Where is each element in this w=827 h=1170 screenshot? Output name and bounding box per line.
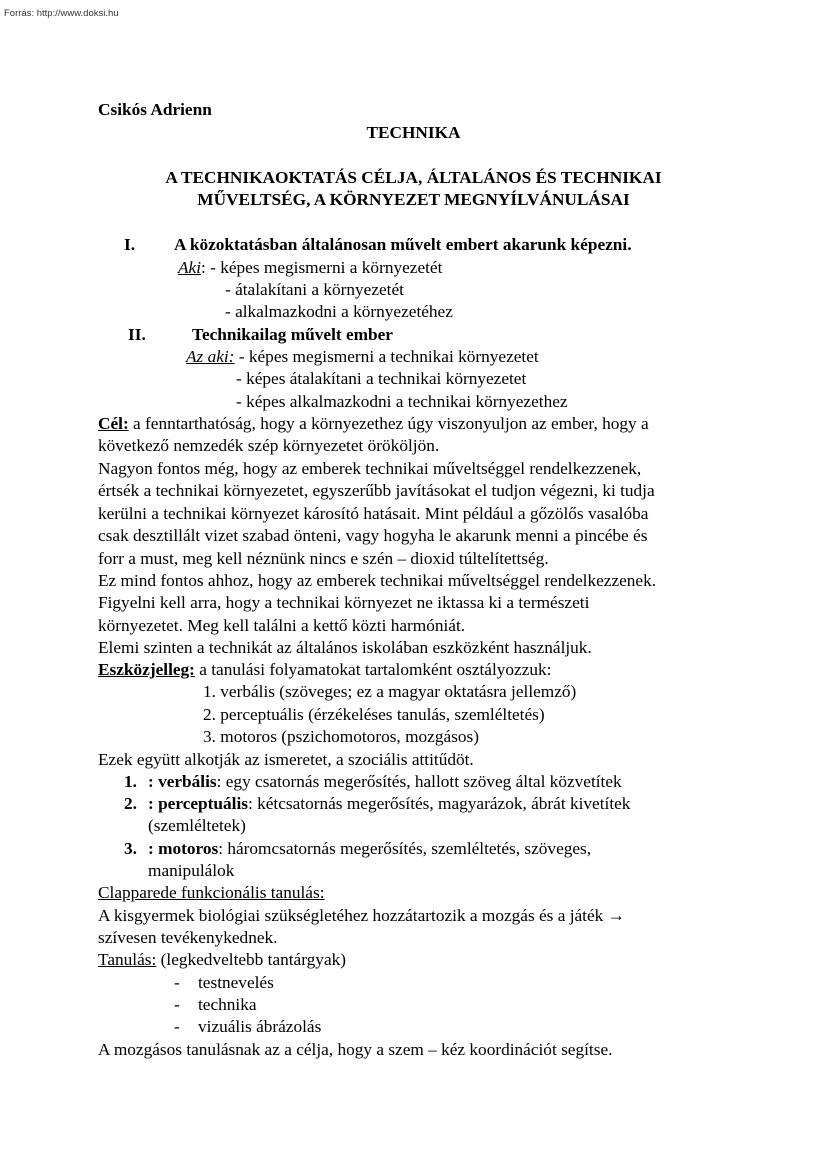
tanulas-label: Tanulás: [98,950,157,969]
cel-text: a fenntarthatóság, hogy a környezethez úgy viszonyuljon az ember, hogy a [128,414,649,433]
paragraph-line: csak desztillált vizet szabad önteni, vagy hogyha le akarunk menni a pincébe és [98,526,648,545]
tanulas-bullet: - [174,995,180,1014]
section2-lead [186,346,539,368]
numbered-item-term: : verbális [148,772,217,791]
tanulas-item: technika [198,995,257,1014]
clapparede-line: A kisgyermek biológiai szükségletéhez hozzátartozik a mozgás és a játék → [98,906,625,925]
cel-line-1 [98,413,649,435]
paragraph-line: kerülni a technikai környezet károsító hatásait. Mint például a gőzölős vasalóba [98,504,649,523]
numbered-item-term: : perceptuális [148,794,248,813]
paragraph-line: forr a must, meg kell néznünk nincs e szén – dioxid túltelítettség. [98,549,549,568]
numbered-item-text: : háromcsatornás megerősítés, szemléltetés, szöveges, [218,839,592,858]
clapparede-heading: Clapparede funkcionális tanulás: [98,883,325,902]
paragraph-line: Figyelni kell arra, hogy a technikai környezet ne iktassa ki a természeti [98,593,590,612]
numbered-item-continuation: manipulálok [148,861,235,880]
subject-heading: TECHNIKA [366,123,461,142]
ezek-line: Ezek együtt alkotják az ismeretet, a szociális attitűdöt. [98,750,474,769]
tanulas-line [98,949,346,971]
eszkoz-label: Eszközjelleg: [98,660,195,679]
section2-lead-text: - képes megismerni a technikai környezetet [234,347,539,366]
eszkoz-text: a tanulási folyamatokat tartalomként osztályozzuk: [194,660,552,679]
section2-heading: Technikailag művelt ember [192,325,393,344]
section1-lead-text: : - képes megismerni a környezetét [201,258,443,277]
numbered-item-term: : motoros [148,839,219,858]
numbered-item-number: 1. [124,772,137,791]
section2-lead-label: Az aki: [186,347,235,366]
eszkoz-line [98,659,551,681]
source-note: Forrás: http://www.doksi.hu [4,8,119,19]
section2-item: - képes alkalmazkodni a technikai környezethez [236,392,568,411]
numbered-item-continuation: (szemléltetek) [148,816,246,835]
tanulas-item: vizuális ábrázolás [198,1017,322,1036]
author-name: Csikós Adrienn [98,100,212,119]
section1-lead-label: Aki [178,258,202,277]
title-line-1: A TECHNIKAOKTATÁS CÉLJA, ÁLTALÁNOS ÉS TECHNIKAI [165,168,662,187]
eszkoz-item: 1. verbális (szöveges; ez a magyar oktatásra jellemző) [203,682,577,701]
paragraph-line: értsék a technikai környezetet, egyszerűbb javításokat el tudjon végezni, ki tudja [98,481,655,500]
title-line-2: MŰVELTSÉG, A KÖRNYEZET MEGNYÍLVÁNULÁSAI [197,190,630,209]
eszkoz-item: 3. motoros (pszichomotoros, mozgásos) [203,727,479,746]
numbered-item [148,838,591,860]
section1-numeral: I. [124,235,136,254]
section1-item: - alkalmazkodni a környezetéhez [225,302,453,321]
tanulas-text: (legkedveltebb tantárgyak) [156,950,347,969]
section1-item: - átalakítani a környezetét [225,280,404,299]
numbered-item-number: 3. [124,839,137,858]
paragraph-line: környezetet. Meg kell találni a kettő közti harmóniát. [98,616,466,635]
section1-heading: A közoktatásban általánosan művelt embert akarunk képezni. [174,235,632,254]
section1-lead [178,257,442,279]
numbered-item [148,793,630,815]
numbered-item-number: 2. [124,794,137,813]
closing-line: A mozgásos tanulásnak az a célja, hogy a szem – kéz koordinációt segítse. [98,1040,613,1059]
cel-line-2: következő nemzedék szép környezetet örököljön. [98,436,440,455]
paragraph-line: Elemi szinten a technikát az általános iskolában eszközként használjuk. [98,638,592,657]
clapparede-line: szívesen tevékenykednek. [98,928,278,947]
cel-label: Cél: [98,414,129,433]
tanulas-bullet: - [174,973,180,992]
numbered-item [148,771,622,793]
tanulas-bullet: - [174,1017,180,1036]
numbered-item-text: : kétcsatornás megerősítés, magyarázok, ábrát kivetítek [248,794,631,813]
tanulas-item: testnevelés [198,973,274,992]
section2-numeral: II. [128,325,146,344]
paragraph-line: Ez mind fontos ahhoz, hogy az emberek technikai műveltséggel rendelkezzenek. [98,571,657,590]
paragraph-line: Nagyon fontos még, hogy az emberek technikai műveltséggel rendelkezzenek, [98,459,642,478]
eszkoz-item: 2. perceptuális (érzékeléses tanulás, szemléltetés) [203,705,545,724]
section2-item: - képes átalakítani a technikai környezetet [236,369,527,388]
numbered-item-text: : egy csatornás megerősítés, hallott szöveg által közvetítek [216,772,622,791]
